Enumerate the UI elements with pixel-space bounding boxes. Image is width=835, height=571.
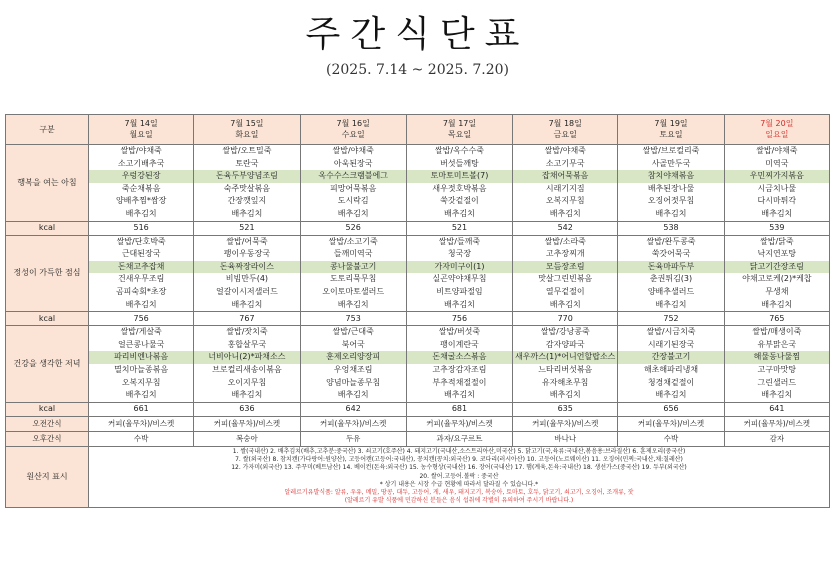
kcal-row <box>6 312 830 326</box>
day-header <box>724 115 829 145</box>
menu-cell <box>89 145 194 222</box>
kcal-value: 539 <box>724 221 829 235</box>
menu-item: 비빔만두(4) <box>225 274 269 284</box>
menu-item: 쌀밥/닭죽 <box>760 236 794 246</box>
meal-row <box>6 235 830 312</box>
day-date: 7월 17일 <box>442 119 477 128</box>
menu-item: 버섯들깨탕 <box>440 158 479 168</box>
menu-cell <box>406 145 512 222</box>
menu-item: 배추김치 <box>655 299 687 309</box>
kcal-value: 770 <box>513 312 618 326</box>
page-title: 주간식단표 <box>305 14 530 55</box>
menu-item: 쌀밥/시금치죽 <box>646 327 696 337</box>
menu-cell <box>194 235 300 312</box>
menu-item: 팽이우동장국 <box>223 249 271 259</box>
menu-item: 배추김치 <box>761 390 793 400</box>
menu-item: 시래기된장국 <box>647 339 695 349</box>
menu-item: 부추적채절절이 <box>432 377 487 387</box>
origin-row <box>6 446 830 507</box>
menu-item: 건새우무조림 <box>117 274 165 284</box>
menu-item: 쌀밥/브로컬리죽 <box>642 146 700 155</box>
menu-item: 양배추찜*쌈장 <box>115 196 167 206</box>
menu-cell <box>618 235 724 312</box>
menu-cell <box>513 235 618 312</box>
menu-cell <box>300 145 406 222</box>
snack-item: 두유 <box>300 431 406 446</box>
menu-item: 숙주맛살볶음 <box>223 183 271 193</box>
menu-item: 쌀밥/야채죽 <box>544 146 586 155</box>
menu-item: 배추된장나물 <box>647 183 695 193</box>
snack-item: 감자 <box>724 431 829 446</box>
menu-item: 토마토미트볼(7) <box>407 170 512 183</box>
menu-item: 잡채어묵볶음 <box>513 170 617 183</box>
snack-item: 커피(율무차)/비스켓 <box>300 416 406 431</box>
menu-item: 다시마튀각 <box>757 196 797 206</box>
menu-item: 배추김치 <box>337 390 369 400</box>
menu-item: 배추김치 <box>444 299 475 309</box>
kcal-value: 642 <box>300 402 406 416</box>
menu-item: 모듬장조림 <box>513 261 617 274</box>
menu-item: 브로컬리새송이볶음 <box>212 364 282 374</box>
kcal-label: kcal <box>6 402 89 416</box>
menu-item: 새우까스(1)*어니언할랍소스 <box>513 351 617 364</box>
menu-item: 쌀밥/완두콩죽 <box>646 236 696 246</box>
menu-item: 쌀밥/어묵죽 <box>226 236 268 246</box>
menu-item: 훈제오리양장피 <box>301 351 406 364</box>
menu-item: 쌀밥/야채죽 <box>332 146 374 155</box>
menu-item: 돈육짜장라이스 <box>194 261 299 274</box>
menu-item: 옥수수스크램블에그 <box>301 170 406 183</box>
menu-item: 시금치나물 <box>757 183 797 193</box>
menu-item: 배추김치 <box>549 299 581 309</box>
menu-cell <box>89 326 194 403</box>
day-header <box>618 115 724 145</box>
kcal-value: 681 <box>406 402 512 416</box>
day-weekday: 월요일 <box>129 130 153 139</box>
menu-item: 오복지무침 <box>545 196 585 206</box>
menu-item: 양념마늘종무침 <box>326 377 381 387</box>
kcal-row <box>6 221 830 235</box>
menu-item: 해물동나물찜 <box>725 351 829 364</box>
menu-item: 유부맑은국 <box>757 339 797 349</box>
menu-item: 오이지무침 <box>227 377 267 387</box>
menu-item: 오이토마토샐러드 <box>322 286 385 296</box>
day-date: 7월 14일 <box>124 119 158 128</box>
snack-item: 과자/요구르트 <box>406 431 512 446</box>
menu-item: 우엉채조림 <box>333 364 373 374</box>
header-row <box>6 115 830 145</box>
menu-item: 쌀밥/단호박죽 <box>116 236 166 246</box>
day-header <box>89 115 194 145</box>
menu-item: 시래기지짐 <box>545 183 585 193</box>
kcal-value: 765 <box>724 312 829 326</box>
kcal-value: 516 <box>89 221 194 235</box>
menu-item: 아욱된장국 <box>333 158 373 168</box>
menu-item: 도토리묵무침 <box>330 274 377 284</box>
kcal-value: 635 <box>513 402 618 416</box>
menu-item: 느타리버섯볶음 <box>538 364 593 374</box>
menu-item: 야채고로케(2)*케찹 <box>742 274 812 284</box>
menu-item: 배추김치 <box>337 208 369 218</box>
menu-item: 쌀밥/야채죽 <box>756 146 798 155</box>
menu-cell <box>194 326 300 403</box>
menu-cell <box>724 145 829 222</box>
menu-item: 돈채고추잡채 <box>89 261 193 274</box>
allergy-list: 알레르기유발식품: 알류, 우유, 메밀, 땅콩, 대두, 고등어, 게, 새우, 돼지고기, 복숭아, 토마토, 호두, 닭고기, 쇠고기, 오징어, 조개류, 잣 <box>284 489 634 497</box>
origin-info <box>89 446 830 507</box>
origin-line: 20. 쌀어.고등어.볼락 : 중국산 <box>419 472 499 480</box>
menu-item: 간장깻잎지 <box>227 196 267 206</box>
day-date: 7월 18일 <box>548 119 582 128</box>
kcal-label: kcal <box>6 221 89 235</box>
menu-item: 돈육마파두부 <box>618 261 723 274</box>
kcal-value: 521 <box>194 221 300 235</box>
menu-item: 참치야채볶음 <box>618 170 723 183</box>
menu-item: 닭고기간장조림 <box>725 261 829 274</box>
day-date: 7월 16일 <box>336 119 370 128</box>
menu-item: 홍합살무국 <box>227 339 267 349</box>
menu-cell <box>513 326 618 403</box>
snack-item: 커피(율무차)/비스켓 <box>618 416 724 431</box>
day-weekday: 일요일 <box>765 130 789 139</box>
menu-item: 북어국 <box>341 339 365 349</box>
menu-item: 고추장찌개 <box>545 249 585 259</box>
day-date: 7월 15일 <box>230 119 264 128</box>
menu-item: 쌀밥/야채죽 <box>120 146 162 155</box>
menu-item: 배추김치 <box>337 299 369 309</box>
origin-line: 1. 쌀(국내산) 2. 배추김치(배추,고추분:중국산) 3. 쇠고기(호주산) 4. 돼지고기(국내산,소스트리아산,미국산) 5. 닭고기(국,육류:국내산,볶음용:브라질산) 6. 훈제오리(중국산) <box>232 447 686 455</box>
menu-item: 배추김치 <box>125 208 157 218</box>
kcal-value: 656 <box>618 402 724 416</box>
menu-cell <box>300 326 406 403</box>
menu-item: 배추김치 <box>231 208 263 218</box>
menu-cell <box>406 326 512 403</box>
menu-item: 간장불고기 <box>618 351 723 364</box>
snack-item: 수박 <box>89 431 194 446</box>
snack-label: 오후간식 <box>6 431 89 446</box>
menu-item: 양배추샐러드 <box>647 286 695 296</box>
menu-item: 배추김치 <box>549 390 581 400</box>
menu-item: 쌀밥/강낭콩죽 <box>540 327 590 337</box>
menu-item: 배추김치 <box>549 208 581 218</box>
kcal-value: 756 <box>89 312 194 326</box>
menu-cell <box>406 235 512 312</box>
menu-item: 우민찌가지볶음 <box>725 170 829 183</box>
menu-item: 맛살그린빈볶음 <box>538 274 593 284</box>
menu-item: 고추장감자조림 <box>432 364 487 374</box>
menu-item: 배추김치 <box>761 299 793 309</box>
day-date: 7월 20일 <box>760 119 794 128</box>
menu-item: 쌀밥/옥수수죽 <box>434 146 484 155</box>
menu-item: 쌀밥/오트밀죽 <box>222 146 272 155</box>
menu-item: 근대된장국 <box>121 249 161 259</box>
menu-item: 열무겉절이 <box>545 286 585 296</box>
origin-line: 12. 가자미(외국산) 13. 주꾸미(베트남산) 14. 베이컨(돈육:외국산) 15. 농수형상(국내산) 16. 장어(국내산) 17. 햄(계육,돈육:국내산) 18. 생선가스(중국산) 19. 두부(외국산) <box>231 464 687 472</box>
menu-item: 쌀밥/근대죽 <box>332 327 374 337</box>
origin-line: 7. 쌀(외국산) 8. 참치캔(가다랑어:원양산), 고등어캔(고등어:국내산), 꽁치캔(꽁치:외국산) 9. 코다리(러시아산) 10. 고등어(노르웨이산) 11. 오징어(민찌:국내산,채:칠레산) <box>235 455 683 463</box>
menu-cell <box>618 145 724 222</box>
meal-row <box>6 326 830 403</box>
menu-item: 유자해초무침 <box>542 377 589 387</box>
menu-item: 감자양파국 <box>545 339 585 349</box>
menu-cell <box>618 326 724 403</box>
menu-item: 배추김치 <box>125 299 157 309</box>
menu-cell <box>724 235 829 312</box>
kcal-value: 753 <box>300 312 406 326</box>
menu-item: 미역국 <box>765 158 789 168</box>
snack-item: 커피(율무차)/비스켓 <box>406 416 512 431</box>
kcal-value: 641 <box>724 402 829 416</box>
meal-label: 정성이 가득한 점심 <box>6 235 89 312</box>
menu-item: 돈채굴소스볶음 <box>407 351 512 364</box>
menu-item: 청경채겉절이 <box>647 377 695 387</box>
menu-item: 새우젓호박볶음 <box>432 183 487 193</box>
kcal-row <box>6 402 830 416</box>
menu-item: 쌀밥/들깨죽 <box>438 236 481 246</box>
menu-item: 사골만두국 <box>651 158 691 168</box>
weekly-menu-table <box>5 114 830 508</box>
menu-item: 소고기무국 <box>545 158 585 168</box>
menu-item: 토란국 <box>235 158 259 168</box>
day-header <box>300 115 406 145</box>
menu-item: 배추김치 <box>655 208 687 218</box>
kcal-value: 661 <box>89 402 194 416</box>
menu-item: 춘권튀김(3) <box>649 274 693 284</box>
snack-item: 커피(율무차)/비스켓 <box>89 416 194 431</box>
day-header <box>513 115 618 145</box>
day-weekday: 화요일 <box>235 130 259 139</box>
snack-item: 복숭아 <box>194 431 300 446</box>
menu-item: 배추김치 <box>125 390 157 400</box>
category-header: 구분 <box>6 115 89 145</box>
menu-item: 우렁강된장 <box>89 170 193 183</box>
menu-item: 곰피숙회*초장 <box>115 286 167 296</box>
menu-item: 배추김치 <box>655 390 687 400</box>
day-header <box>194 115 300 145</box>
snack-item: 커피(율무차)/비스켓 <box>513 416 618 431</box>
menu-item: 오복지무침 <box>121 377 161 387</box>
menu-item: 죽순채볶음 <box>121 183 161 193</box>
menu-item: 실곤약야채무침 <box>432 274 487 284</box>
day-weekday: 금요일 <box>553 130 577 139</box>
menu-cell <box>89 235 194 312</box>
kcal-value: 752 <box>618 312 724 326</box>
menu-item: 멸치마늘종볶음 <box>114 364 169 374</box>
menu-item: 배추김치 <box>444 390 475 400</box>
day-weekday: 목요일 <box>447 130 472 139</box>
menu-item: 도시락김 <box>337 196 369 206</box>
menu-cell <box>724 326 829 403</box>
kcal-value: 542 <box>513 221 618 235</box>
day-weekday: 수요일 <box>341 130 365 139</box>
menu-item: 피망어묵볶음 <box>330 183 377 193</box>
menu-item: 너비아니(2)*파채소스 <box>194 351 299 364</box>
snack-row <box>6 416 830 431</box>
menu-item: 고구마맛탕 <box>757 364 797 374</box>
menu-item: 얼큰콩나물국 <box>117 339 165 349</box>
kcal-value: 521 <box>406 221 512 235</box>
menu-item: 쌀밥/버섯죽 <box>438 327 481 337</box>
origin-note: * 상기 내용은 시장 수급 현황에 따라서 달라질 수 있습니다.* <box>379 480 539 488</box>
kcal-value: 526 <box>300 221 406 235</box>
kcal-value: 538 <box>618 221 724 235</box>
menu-item: 쑥갓어묵국 <box>651 249 691 259</box>
allergy-note: (알레르기 유발 식품에 민감하신 분들은 음식 섭취에 각별히 유의하여 주시기 바랍니다.) <box>344 497 574 505</box>
menu-item: 쌀밥/소고기죽 <box>328 236 378 246</box>
meal-label: 건강을 생각한 저녁 <box>6 326 89 403</box>
snack-item: 수박 <box>618 431 724 446</box>
menu-cell <box>300 235 406 312</box>
origin-label: 원산지 표시 <box>6 446 89 507</box>
menu-item: 배추김치 <box>444 208 475 218</box>
meal-label: 행복을 여는 아침 <box>6 145 89 222</box>
menu-item: 오징어젓무침 <box>647 196 695 206</box>
day-weekday: 토요일 <box>659 130 683 139</box>
menu-item: 그린샐러드 <box>757 377 797 387</box>
menu-cell <box>194 145 300 222</box>
kcal-value: 756 <box>406 312 512 326</box>
snack-item: 바나나 <box>513 431 618 446</box>
menu-item: 쌀밥/게살죽 <box>120 327 162 337</box>
kcal-value: 767 <box>194 312 300 326</box>
menu-item: 배추김치 <box>231 390 263 400</box>
menu-item: 쌀밥/소라죽 <box>544 236 586 246</box>
menu-item: 들깨미역국 <box>333 249 373 259</box>
menu-item: 해초해파리냉채 <box>643 364 699 374</box>
menu-item: 배추김치 <box>761 208 793 218</box>
meal-row <box>6 145 830 222</box>
menu-item: 파리비엔나볶음 <box>89 351 193 364</box>
snack-label: 오전간식 <box>6 416 89 431</box>
menu-item: 팽이계란국 <box>440 339 479 349</box>
period-subtitle: (2025. 7.14 ~ 2025. 7.20) <box>326 62 509 78</box>
menu-cell <box>513 145 618 222</box>
snack-item: 커피(율무차)/비스켓 <box>194 416 300 431</box>
menu-item: 비트양파절임 <box>436 286 483 296</box>
menu-item: 낙지연포탕 <box>757 249 797 259</box>
menu-item: 돈육두부양념조림 <box>194 170 299 183</box>
kcal-label: kcal <box>6 312 89 326</box>
menu-item: 콩나물불고기 <box>301 261 406 274</box>
menu-item: 무생채 <box>765 286 789 296</box>
day-date: 7월 19일 <box>654 119 688 128</box>
menu-item: 소고기배추국 <box>117 158 165 168</box>
menu-item: 쌀밥/매생이죽 <box>752 327 802 337</box>
snack-row <box>6 431 830 446</box>
kcal-value: 636 <box>194 402 300 416</box>
menu-item: 쑥갓겉절이 <box>440 196 479 206</box>
menu-item: 배추김치 <box>231 299 263 309</box>
menu-item: 쌀밥/잣치죽 <box>226 327 268 337</box>
day-header <box>406 115 512 145</box>
menu-item: 가자미구이(1) <box>407 261 512 274</box>
menu-item: 얼갈이시저샐러드 <box>215 286 278 296</box>
menu-item: 청국장 <box>447 249 472 259</box>
snack-item: 커피(율무차)/비스켓 <box>724 416 829 431</box>
